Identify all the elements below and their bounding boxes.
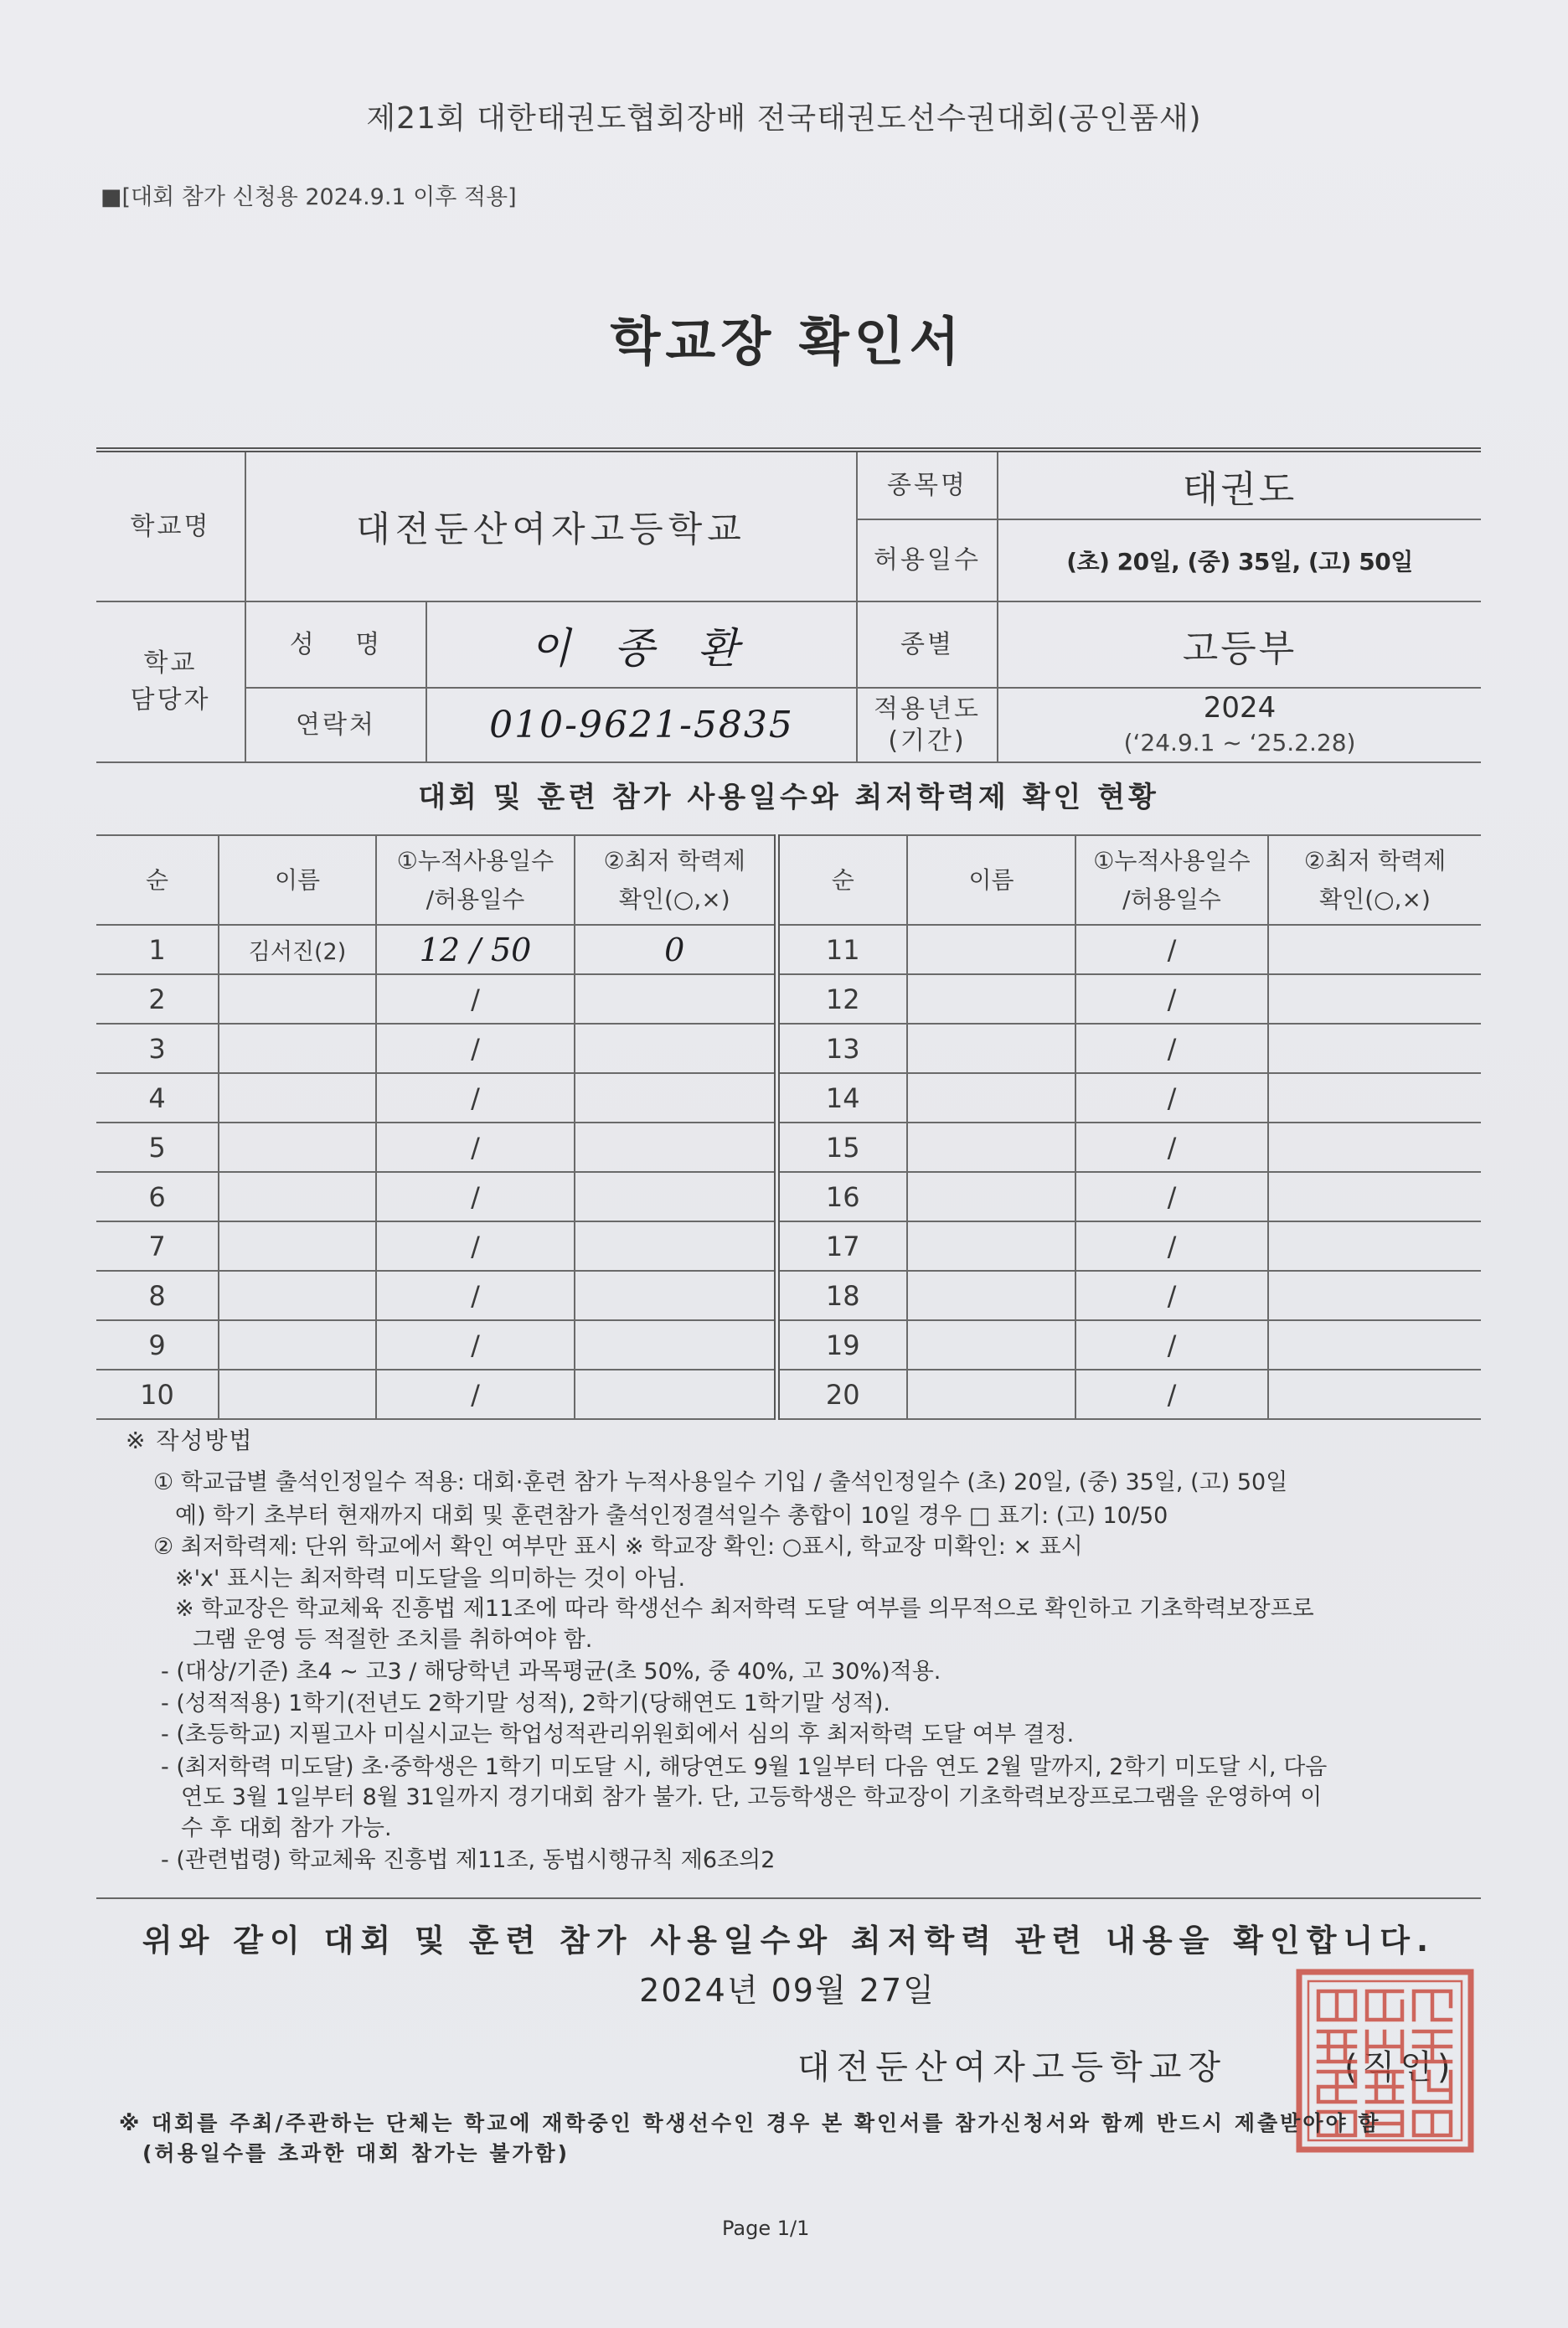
confirmation-statement: 위와 같이 대회 및 훈련 참가 사용일수와 최저학력 관련 내용을 확인합니다. [142,1923,1436,1959]
cell-left-days: / [376,974,575,1024]
manager-label-line2: 담당자 [130,685,211,715]
confirmation-date: 2024년 09월 27일 [639,1972,936,2009]
cell-right-no: 16 [776,1172,907,1221]
status-section-title: 대회 및 훈련 참가 사용일수와 최저학력제 확인 현황 [418,781,1159,814]
cell-right-days: / [1075,1172,1268,1221]
cell-left-name [219,1271,376,1320]
cell-right-no: 17 [776,1221,907,1271]
cell-left-days: / [376,1271,575,1320]
info-table [96,447,1481,763]
header-check-left-line2: 확인(○,×) [618,885,730,913]
school-label: 학교명 [96,450,245,601]
cell-right-check [1268,1370,1481,1419]
instruction-line: 예) 학기 초부터 현재까지 대회 및 훈련참가 출석인정결석일수 총합이 10일 경우 □ 표기: (고) 10/50 [175,1503,1168,1529]
cell-left-check [575,1320,776,1370]
allowed-days-value: (초) 20일, (중) 35일, (고) 50일 [998,519,1481,601]
header-days-right-line2: /허용일수 [1122,885,1221,913]
cell-right-name [907,1172,1075,1221]
cell-right-name [907,1024,1075,1073]
status-table-body [96,925,1481,1419]
cell-left-name [219,1221,376,1271]
header-name-right: 이름 [907,835,1075,925]
header-no-left: 순 [96,835,219,925]
contact-handwritten: 010-9621-5835 [426,688,857,762]
cell-left-no: 8 [96,1271,219,1320]
cell-right-check [1268,1073,1481,1123]
cell-right-check [1268,974,1481,1024]
cell-right-no: 13 [776,1024,907,1073]
page-number: Page 1/1 [722,2217,810,2240]
contact-label: 연락처 [245,688,426,762]
cell-right-no: 15 [776,1123,907,1172]
document-title: 학교장 확인서 [610,311,965,372]
cell-left-check [575,1370,776,1419]
cell-right-days: / [1075,1073,1268,1123]
cell-left-check [575,1123,776,1172]
cell-right-days: / [1075,1024,1268,1073]
header-days-right-line1: ①누적사용일수 [1093,846,1251,875]
cell-left-no: 10 [96,1370,219,1419]
cell-left-name [219,1123,376,1172]
instruction-line: ② 최저학력제: 단위 학교에서 확인 여부만 표시 ※ 학교장 확인: ○표시, 학교장 미확인: × 표시 [153,1534,1083,1560]
cell-right-no: 11 [776,925,907,974]
instruction-line: - (대상/기준) 초4 ~ 고3 / 해당학년 과목평균(초 50%, 중 40%, 고 30%)적용. [161,1659,941,1685]
seal-mark-label: (직인) [1344,2048,1456,2087]
cell-right-no: 19 [776,1320,907,1370]
manager-name-handwritten: 이 종 환 [426,601,857,688]
table-row [96,1024,1481,1073]
cell-left-name: 김서진(2) [219,925,376,974]
period-range: (‘24.9.1 ~ ‘25.2.28) [1123,728,1356,756]
cell-right-name [907,1221,1075,1271]
instructions-heading: ※ 작성방법 [126,1427,254,1454]
cell-left-check [575,1271,776,1320]
cell-left-name [219,1024,376,1073]
instruction-line: - (성적적용) 1학기(전년도 2학기말 성적), 2학기(당해연도 1학기말 성적). [161,1691,890,1716]
cell-left-check [575,1221,776,1271]
cell-right-name [907,1320,1075,1370]
table-row [96,974,1481,1024]
cell-left-days: / [376,1024,575,1073]
table-row [96,1370,1481,1419]
cell-left-no: 3 [96,1024,219,1073]
cell-left-name [219,1370,376,1419]
event-label: 종목명 [857,450,998,519]
cell-left-days: / [376,1320,575,1370]
cell-left-name [219,1172,376,1221]
cell-left-no: 4 [96,1073,219,1123]
school-value: 대전둔산여자고등학교 [245,450,857,601]
cell-left-no: 9 [96,1320,219,1370]
cell-left-check [575,1024,776,1073]
cell-right-check [1268,925,1481,974]
manager-label [96,601,245,762]
instruction-line: ※ 학교장은 학교체육 진흥법 제11조에 따라 학생선수 최저학력 도달 여부를 의무적으로 확인하고 기초학력보장프로 [175,1596,1314,1622]
cell-left-no: 5 [96,1123,219,1172]
cell-left-no: 2 [96,974,219,1024]
manager-label-line1: 학교 [143,648,198,678]
name-label: 성 명 [245,601,426,688]
cell-right-name [907,1123,1075,1172]
cell-left-check: 0 [575,925,776,974]
instruction-line: - (초등학교) 지필고사 미실시교는 학업성적관리위원회에서 심의 후 최저학력 도달 여부 결정. [161,1721,1075,1747]
instruction-line: 수 후 대회 참가 가능. [181,1815,392,1841]
header-check-right [1268,835,1481,925]
instruction-line: 그램 운영 등 적절한 조치를 취하여야 함. [193,1627,593,1653]
divider-line [96,1897,1481,1899]
cell-right-days: / [1075,925,1268,974]
header-days-left-line2: /허용일수 [426,885,525,913]
table-row [96,1123,1481,1172]
instruction-line: - (관련법령) 학교체육 진흥법 제11조, 동법시행규칙 제6조의2 [161,1847,776,1873]
cell-left-days: / [376,1221,575,1271]
cell-right-days: / [1075,1221,1268,1271]
division-label: 종별 [857,601,998,688]
header-no-right: 순 [776,835,907,925]
instruction-line: ※'x' 표시는 최저학력 미도달을 의미하는 것이 아님. [175,1566,686,1592]
period-label-line2: (기간) [888,725,967,756]
cell-right-no: 18 [776,1271,907,1320]
header-check-right-line1: ②최저 학력제 [1303,846,1447,875]
table-row [96,1073,1481,1123]
header-days-left-line1: ①누적사용일수 [396,846,554,875]
cell-right-days: / [1075,1370,1268,1419]
cell-left-check [575,1172,776,1221]
header-check-right-line2: 확인(○,×) [1319,885,1431,913]
period-label-line1: 적용년도 [874,694,981,724]
cell-right-name [907,1370,1075,1419]
cell-right-no: 14 [776,1073,907,1123]
cell-right-days: / [1075,1271,1268,1320]
header-name-left: 이름 [219,835,376,925]
cell-right-name [907,974,1075,1024]
cell-right-no: 12 [776,974,907,1024]
header-check-left-line1: ②최저 학력제 [603,846,745,875]
table-row [96,1320,1481,1370]
cell-right-name [907,925,1075,974]
header-days-right [1075,835,1268,925]
footer-notice-line1: ※ 대회를 주최/주관하는 단체는 학교에 재학중인 학생선수인 경우 본 확인서를 참가신청서와 함께 반드시 제출받아야 함 [119,2111,1381,2135]
table-row [96,1172,1481,1221]
cell-right-check [1268,1320,1481,1370]
instruction-line: ① 학교급별 출석인정일수 적용: 대회·훈련 참가 누적사용일수 기입 / 출석인정일수 (초) 20일, (중) 35일, (고) 50일 [153,1469,1288,1495]
cell-left-days: / [376,1073,575,1123]
cell-right-name [907,1073,1075,1123]
cell-right-check [1268,1024,1481,1073]
cell-right-name [907,1271,1075,1320]
cell-left-days: / [376,1123,575,1172]
instruction-line: 연도 3월 1일부터 8월 31일까지 경기대회 참가 불가. 단, 고등학생은 학교장이 기초학력보장프로그램을 운영하여 이 [181,1784,1323,1810]
cell-left-no: 1 [96,925,219,974]
footer-notice-line2: (허용일수를 초과한 대회 참가는 불가함) [142,2141,570,2165]
division-value: 고등부 [998,601,1481,688]
table-row [96,1271,1481,1320]
status-table [96,834,1481,1420]
header-check-left [575,835,776,925]
cell-left-name [219,974,376,1024]
cell-left-days: / [376,1172,575,1221]
header-days-left [376,835,575,925]
cell-right-days: / [1075,974,1268,1024]
cell-left-days: 12 / 50 [376,925,575,974]
event-value: 태권도 [998,450,1481,519]
cell-right-days: / [1075,1320,1268,1370]
cell-right-check [1268,1172,1481,1221]
cell-left-check [575,974,776,1024]
cell-left-days: / [376,1370,575,1419]
cell-right-check [1268,1123,1481,1172]
usage-note: ■[대회 참가 신청용 2024.9.1 이후 적용] [101,184,517,210]
allowed-days-label: 허용일수 [857,519,998,601]
table-row [96,1221,1481,1271]
cell-right-check [1268,1271,1481,1320]
year-value: 2024 [1203,690,1277,725]
cell-left-check [575,1073,776,1123]
principal-name: 대전둔산여자고등학교장 [797,2048,1228,2087]
cell-right-no: 20 [776,1370,907,1419]
table-row [96,925,1481,974]
cell-left-no: 6 [96,1172,219,1221]
cell-left-no: 7 [96,1221,219,1271]
instruction-line: - (최저학력 미도달) 초·중학생은 1학기 미도달 시, 해당연도 9월 1일부터 다음 연도 2월 말까지, 2학기 미도달 시, 다음 [161,1754,1328,1780]
period-label [857,688,998,762]
event-title: 제21회 대한태권도협회장배 전국태권도선수권대회(공인품새) [366,101,1202,136]
period-value [998,688,1481,762]
cell-right-check [1268,1221,1481,1271]
cell-left-name [219,1320,376,1370]
cell-left-name [219,1073,376,1123]
cell-right-days: / [1075,1123,1268,1172]
